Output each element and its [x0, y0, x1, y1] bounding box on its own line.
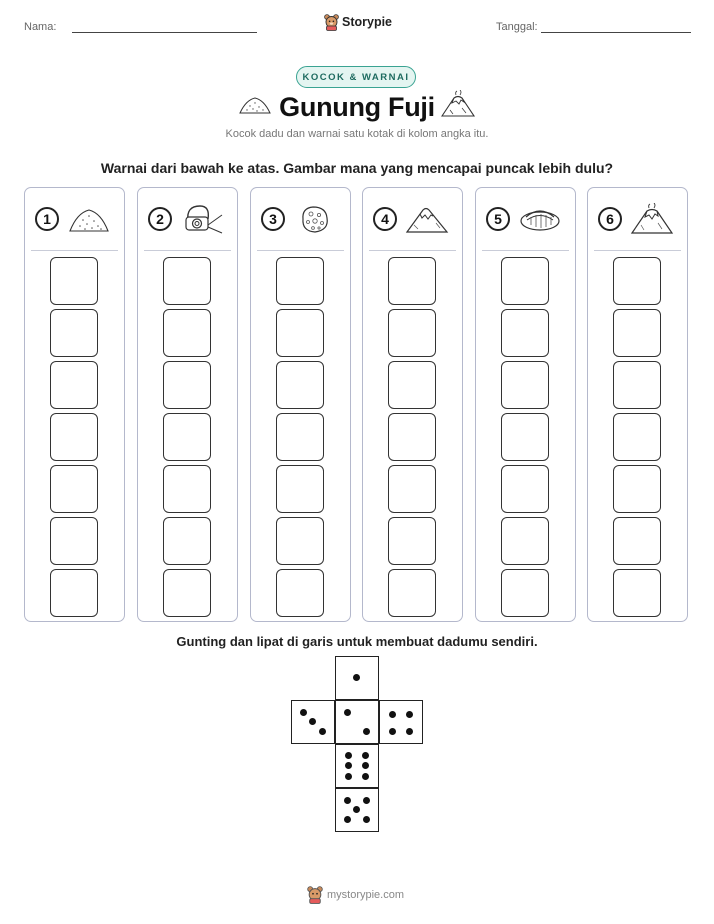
column-2 [137, 187, 238, 622]
date-line[interactable] [541, 32, 691, 33]
pip [363, 816, 370, 823]
dice-face-3[interactable] [291, 700, 335, 744]
cut-instruction: Gunting dan lipat di garis untuk membuat dadumu sendiri. [176, 634, 538, 649]
pip [309, 718, 316, 725]
color-box[interactable] [388, 257, 436, 305]
footer [307, 884, 417, 906]
camera-strap-icon [180, 203, 224, 235]
date-label: Tanggal: [496, 21, 538, 33]
pip [345, 762, 352, 769]
color-box[interactable] [163, 465, 211, 513]
color-box[interactable] [276, 309, 324, 357]
sand-pile-icon [67, 203, 111, 235]
bear-logo-icon [324, 14, 339, 31]
color-box[interactable] [50, 309, 98, 357]
number-badge: 1 [35, 207, 59, 231]
color-box[interactable] [276, 517, 324, 565]
color-box[interactable] [388, 309, 436, 357]
dice-face-6[interactable] [335, 744, 379, 788]
pip [345, 752, 352, 759]
dice-face-1[interactable] [335, 656, 379, 700]
color-box[interactable] [50, 413, 98, 461]
volcano-title-icon [440, 90, 476, 118]
pip [344, 816, 351, 823]
pip [362, 773, 369, 780]
color-box[interactable] [388, 413, 436, 461]
snow-mountain-icon [405, 203, 449, 235]
column-3 [250, 187, 351, 622]
pip [319, 728, 326, 735]
column-4 [362, 187, 463, 622]
pip [389, 711, 396, 718]
number-badge: 5 [486, 207, 510, 231]
column-1 [24, 187, 125, 622]
color-box[interactable] [388, 465, 436, 513]
color-box[interactable] [276, 361, 324, 409]
color-box[interactable] [163, 257, 211, 305]
color-box[interactable] [388, 517, 436, 565]
color-box[interactable] [163, 413, 211, 461]
dice-face-4[interactable] [379, 700, 423, 744]
pip [362, 752, 369, 759]
column-5 [475, 187, 576, 622]
color-box[interactable] [501, 361, 549, 409]
pip [406, 711, 413, 718]
color-box[interactable] [501, 569, 549, 617]
number-badge: 3 [261, 207, 285, 231]
color-box[interactable] [613, 413, 661, 461]
color-box[interactable] [163, 569, 211, 617]
volcano-icon [630, 203, 674, 235]
number-badge: 4 [373, 207, 397, 231]
pip [389, 728, 396, 735]
color-box[interactable] [163, 517, 211, 565]
color-box[interactable] [613, 465, 661, 513]
pip [363, 728, 370, 735]
logo-text: Storypie [342, 15, 393, 29]
color-box[interactable] [388, 569, 436, 617]
color-box[interactable] [276, 413, 324, 461]
color-box[interactable] [501, 413, 549, 461]
color-box[interactable] [276, 257, 324, 305]
pip [362, 762, 369, 769]
pip [406, 728, 413, 735]
number-badge: 6 [598, 207, 622, 231]
pip [363, 797, 370, 804]
color-box[interactable] [276, 465, 324, 513]
color-box[interactable] [163, 361, 211, 409]
color-box[interactable] [388, 361, 436, 409]
footer-url[interactable]: mystorypie.com [327, 889, 405, 901]
number-badge: 2 [148, 207, 172, 231]
pip [300, 709, 307, 716]
sandal-icon [518, 203, 562, 235]
color-box[interactable] [501, 465, 549, 513]
pip [344, 709, 351, 716]
pip [345, 773, 352, 780]
storypie-logo [324, 12, 394, 32]
activity-badge: KOCOK & WARNAI [296, 66, 416, 88]
color-box[interactable] [613, 257, 661, 305]
color-box[interactable] [613, 361, 661, 409]
color-box[interactable] [613, 569, 661, 617]
dice-face-2[interactable] [335, 700, 379, 744]
page-subtitle: Kocok dadu dan warnai satu kotak di kolom angka itu. [225, 128, 489, 140]
name-label: Nama: [24, 21, 57, 33]
color-box[interactable] [50, 361, 98, 409]
color-box[interactable] [50, 465, 98, 513]
color-box[interactable] [501, 257, 549, 305]
instruction-text: Warnai dari bawah ke atas. Gambar mana yang mencapai puncak lebih dulu? [100, 160, 614, 176]
color-box[interactable] [163, 309, 211, 357]
lava-rock-icon [293, 203, 337, 235]
page-title: Gunung Fuji [279, 92, 435, 122]
pip [344, 797, 351, 804]
pip [353, 806, 360, 813]
color-box[interactable] [501, 309, 549, 357]
bear-footer-icon [307, 886, 323, 904]
color-box[interactable] [613, 309, 661, 357]
color-box[interactable] [50, 257, 98, 305]
pip [353, 674, 360, 681]
color-box[interactable] [50, 569, 98, 617]
color-box[interactable] [50, 517, 98, 565]
column-6 [587, 187, 688, 622]
color-box[interactable] [501, 517, 549, 565]
color-box[interactable] [613, 517, 661, 565]
name-line[interactable] [72, 32, 257, 33]
dice-face-5[interactable] [335, 788, 379, 832]
color-box[interactable] [276, 569, 324, 617]
